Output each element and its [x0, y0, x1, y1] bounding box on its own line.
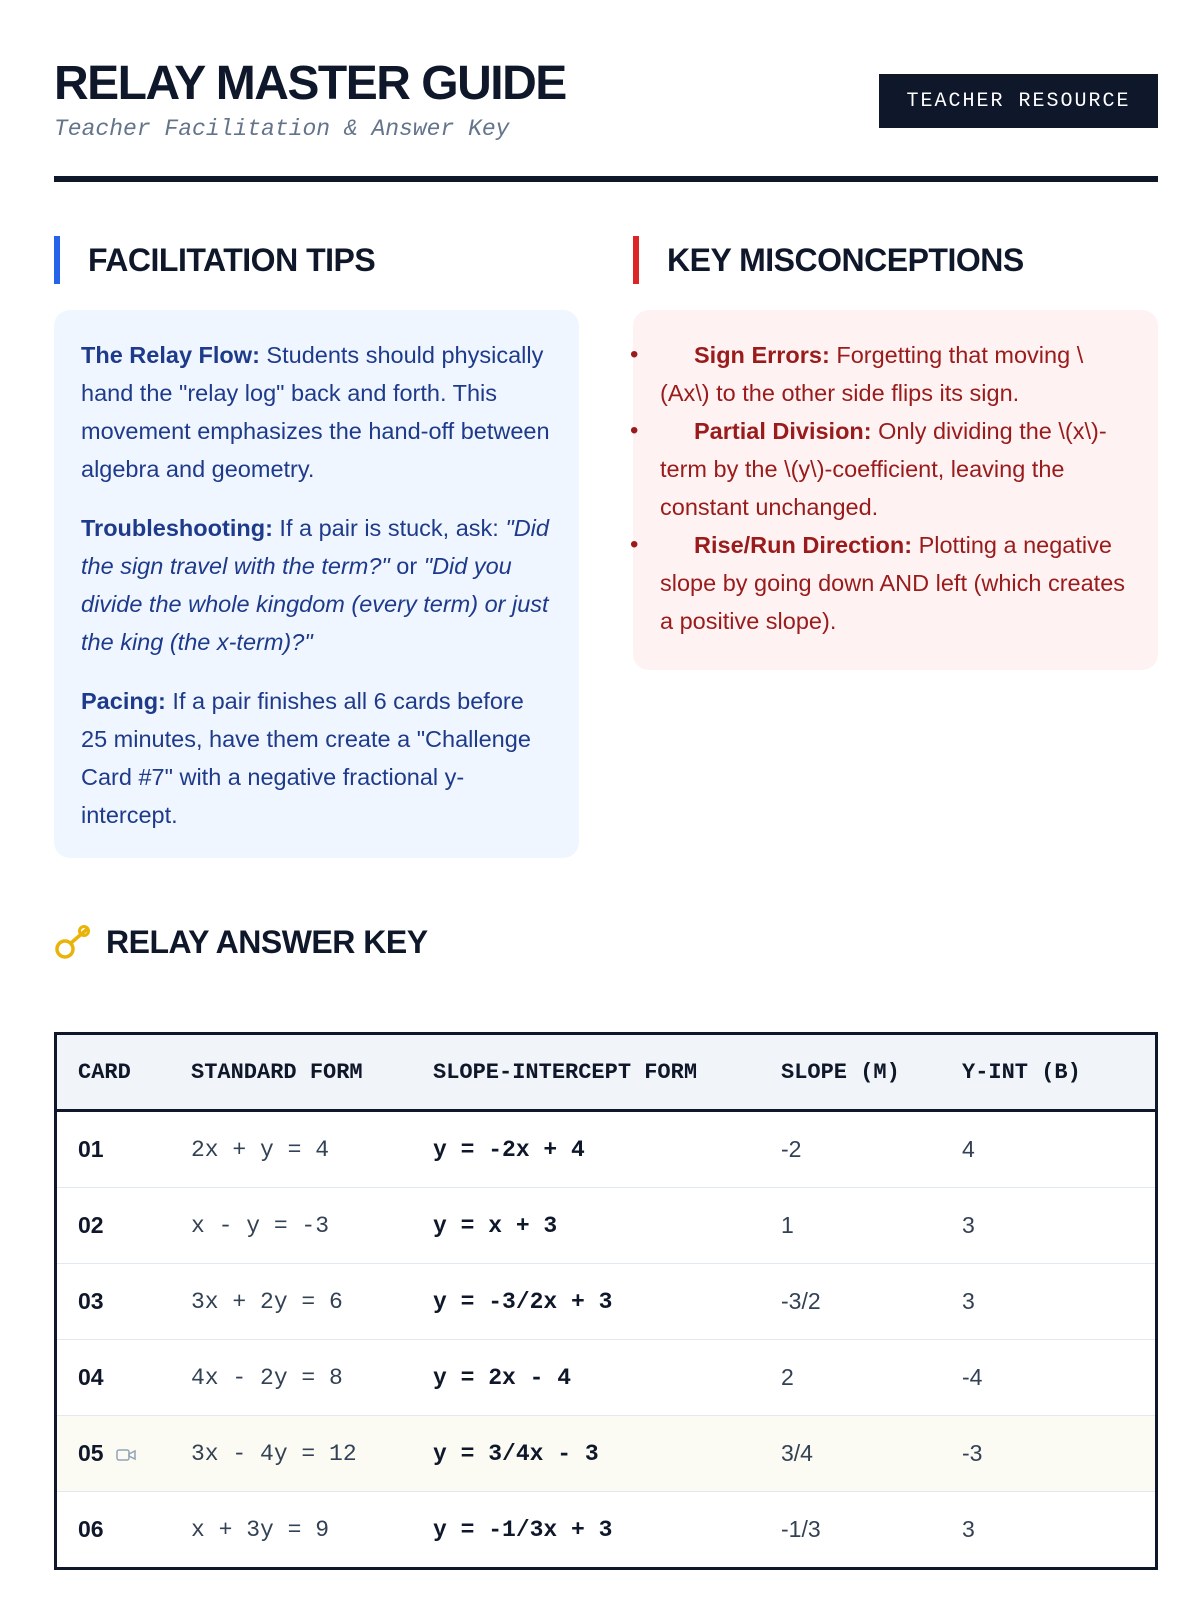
card-number: 03	[57, 1264, 170, 1340]
y-intercept-value: -3	[941, 1416, 1155, 1492]
standard-form: x + 3y = 9	[191, 1516, 330, 1543]
y-intercept-value: 3	[962, 1516, 975, 1542]
y-intercept-value: 3	[941, 1264, 1155, 1340]
slope-intercept-form: y = -3/2x + 3	[412, 1264, 760, 1340]
slope-value: 2	[760, 1340, 941, 1416]
table-row	[57, 1264, 1155, 1340]
misconception-text: Only dividing the \(x\)-term by the \(y\)-coefficient, leaving the constant unchanged.	[660, 418, 1107, 520]
list-item	[660, 336, 1132, 412]
troubleshooting-text: If a pair is stuck, ask:	[272, 515, 506, 541]
y-intercept-value: -4	[941, 1340, 1155, 1416]
card-number: 01	[57, 1111, 170, 1188]
document-subtitle: Teacher Facilitation & Answer Key	[54, 116, 510, 142]
slope-intercept-form: y = 3/4x - 3	[412, 1416, 760, 1492]
column-header-slope: SLOPE (M)	[760, 1035, 941, 1111]
card-number: 06	[78, 1516, 104, 1542]
standard-form: 4x - 2y = 8	[170, 1340, 412, 1416]
troubleshooting-label: Troubleshooting:	[81, 515, 273, 541]
table-row	[57, 1111, 1155, 1188]
table-row	[57, 1492, 1155, 1568]
slope-value: 3/4	[760, 1416, 941, 1492]
troubleshooting-tip	[81, 509, 553, 661]
slope-value: 1	[760, 1188, 941, 1264]
pacing-tip	[81, 682, 553, 834]
relay-flow-text: Students should physically hand the "relay log" back and forth. This movement emphasizes the hand-off between algebra and geometry.	[81, 342, 550, 482]
answer-key-title: RELAY ANSWER KEY	[106, 923, 428, 960]
facilitation-tips-box	[54, 310, 579, 858]
list-item	[660, 412, 1132, 526]
red-accent-bar	[633, 236, 639, 284]
key-misconceptions-title: KEY MISCONCEPTIONS	[667, 242, 1024, 278]
pacing-text: If a pair finishes all 6 cards before 25 minutes, have them create a "Challenge Card #7" with a negative fractional y-intercept.	[81, 688, 531, 828]
card-number: 05	[78, 1440, 104, 1466]
slope-intercept-form: y = 2x - 4	[412, 1340, 760, 1416]
video-camera-icon	[116, 1448, 136, 1462]
misconceptions-list	[660, 336, 1132, 640]
relay-flow-tip	[81, 336, 553, 488]
answer-key-table	[54, 1032, 1158, 1570]
column-header-y-intercept: Y-INT (B)	[941, 1035, 1155, 1111]
blue-accent-bar	[54, 236, 60, 284]
troubleshooting-question-1: "Did the sign travel with the term?"	[81, 515, 549, 579]
misconception-label: Rise/Run Direction:	[694, 532, 913, 558]
standard-form: 3x - 4y = 12	[170, 1416, 412, 1492]
table-row	[57, 1340, 1155, 1416]
key-icon	[54, 922, 92, 962]
slope-value: -3/2	[760, 1264, 941, 1340]
card-cell	[57, 1416, 170, 1492]
table-header-row	[57, 1035, 1155, 1111]
table-row	[57, 1188, 1155, 1264]
facilitation-tips-section	[54, 236, 579, 858]
slope-intercept-form: y = x + 3	[412, 1188, 760, 1264]
slope-intercept-form: y = -1/3x + 3	[433, 1516, 613, 1543]
key-misconceptions-section	[633, 236, 1158, 670]
slope-value: -2	[760, 1111, 941, 1188]
misconception-label: Sign Errors:	[694, 342, 830, 368]
answer-key-heading	[54, 918, 428, 966]
teacher-resource-badge: TEACHER RESOURCE	[879, 74, 1158, 128]
column-header-card: CARD	[57, 1035, 170, 1111]
slope-value: -1/3	[781, 1516, 821, 1542]
slope-intercept-form: y = -2x + 4	[412, 1111, 760, 1188]
list-item	[660, 526, 1132, 640]
y-intercept-value: 3	[941, 1188, 1155, 1264]
troubleshooting-or: or	[389, 553, 424, 579]
column-header-slope-intercept-form: SLOPE-INTERCEPT FORM	[412, 1035, 760, 1111]
misconception-text: Plotting a negative slope by going down AND left (which creates a positive slope).	[660, 532, 1126, 634]
card-number: 04	[57, 1340, 170, 1416]
pacing-label: Pacing:	[81, 688, 166, 714]
header	[54, 0, 1158, 183]
table-row	[57, 1416, 1155, 1492]
page	[54, 0, 1158, 1543]
misconception-label: Partial Division:	[694, 418, 872, 444]
standard-form: 3x + 2y = 6	[170, 1264, 412, 1340]
document-title: RELAY MASTER GUIDE	[54, 57, 566, 110]
troubleshooting-question-2: "Did you divide the whole kingdom (every term) or just the king (the x-term)?"	[81, 553, 549, 655]
misconception-text: Forgetting that moving \(Ax\) to the other side flips its sign.	[660, 342, 1084, 406]
y-intercept-value: 4	[941, 1111, 1155, 1188]
misconceptions-box	[633, 310, 1158, 670]
key-misconceptions-heading	[633, 236, 1158, 284]
column-header-standard-form: STANDARD FORM	[170, 1035, 412, 1111]
relay-flow-label: The Relay Flow:	[81, 342, 260, 368]
facilitation-tips-heading	[54, 236, 579, 284]
facilitation-tips-title: FACILITATION TIPS	[88, 242, 376, 278]
standard-form: x - y = -3	[170, 1188, 412, 1264]
card-number: 02	[57, 1188, 170, 1264]
standard-form: 2x + y = 4	[170, 1111, 412, 1188]
header-divider	[54, 176, 1158, 182]
